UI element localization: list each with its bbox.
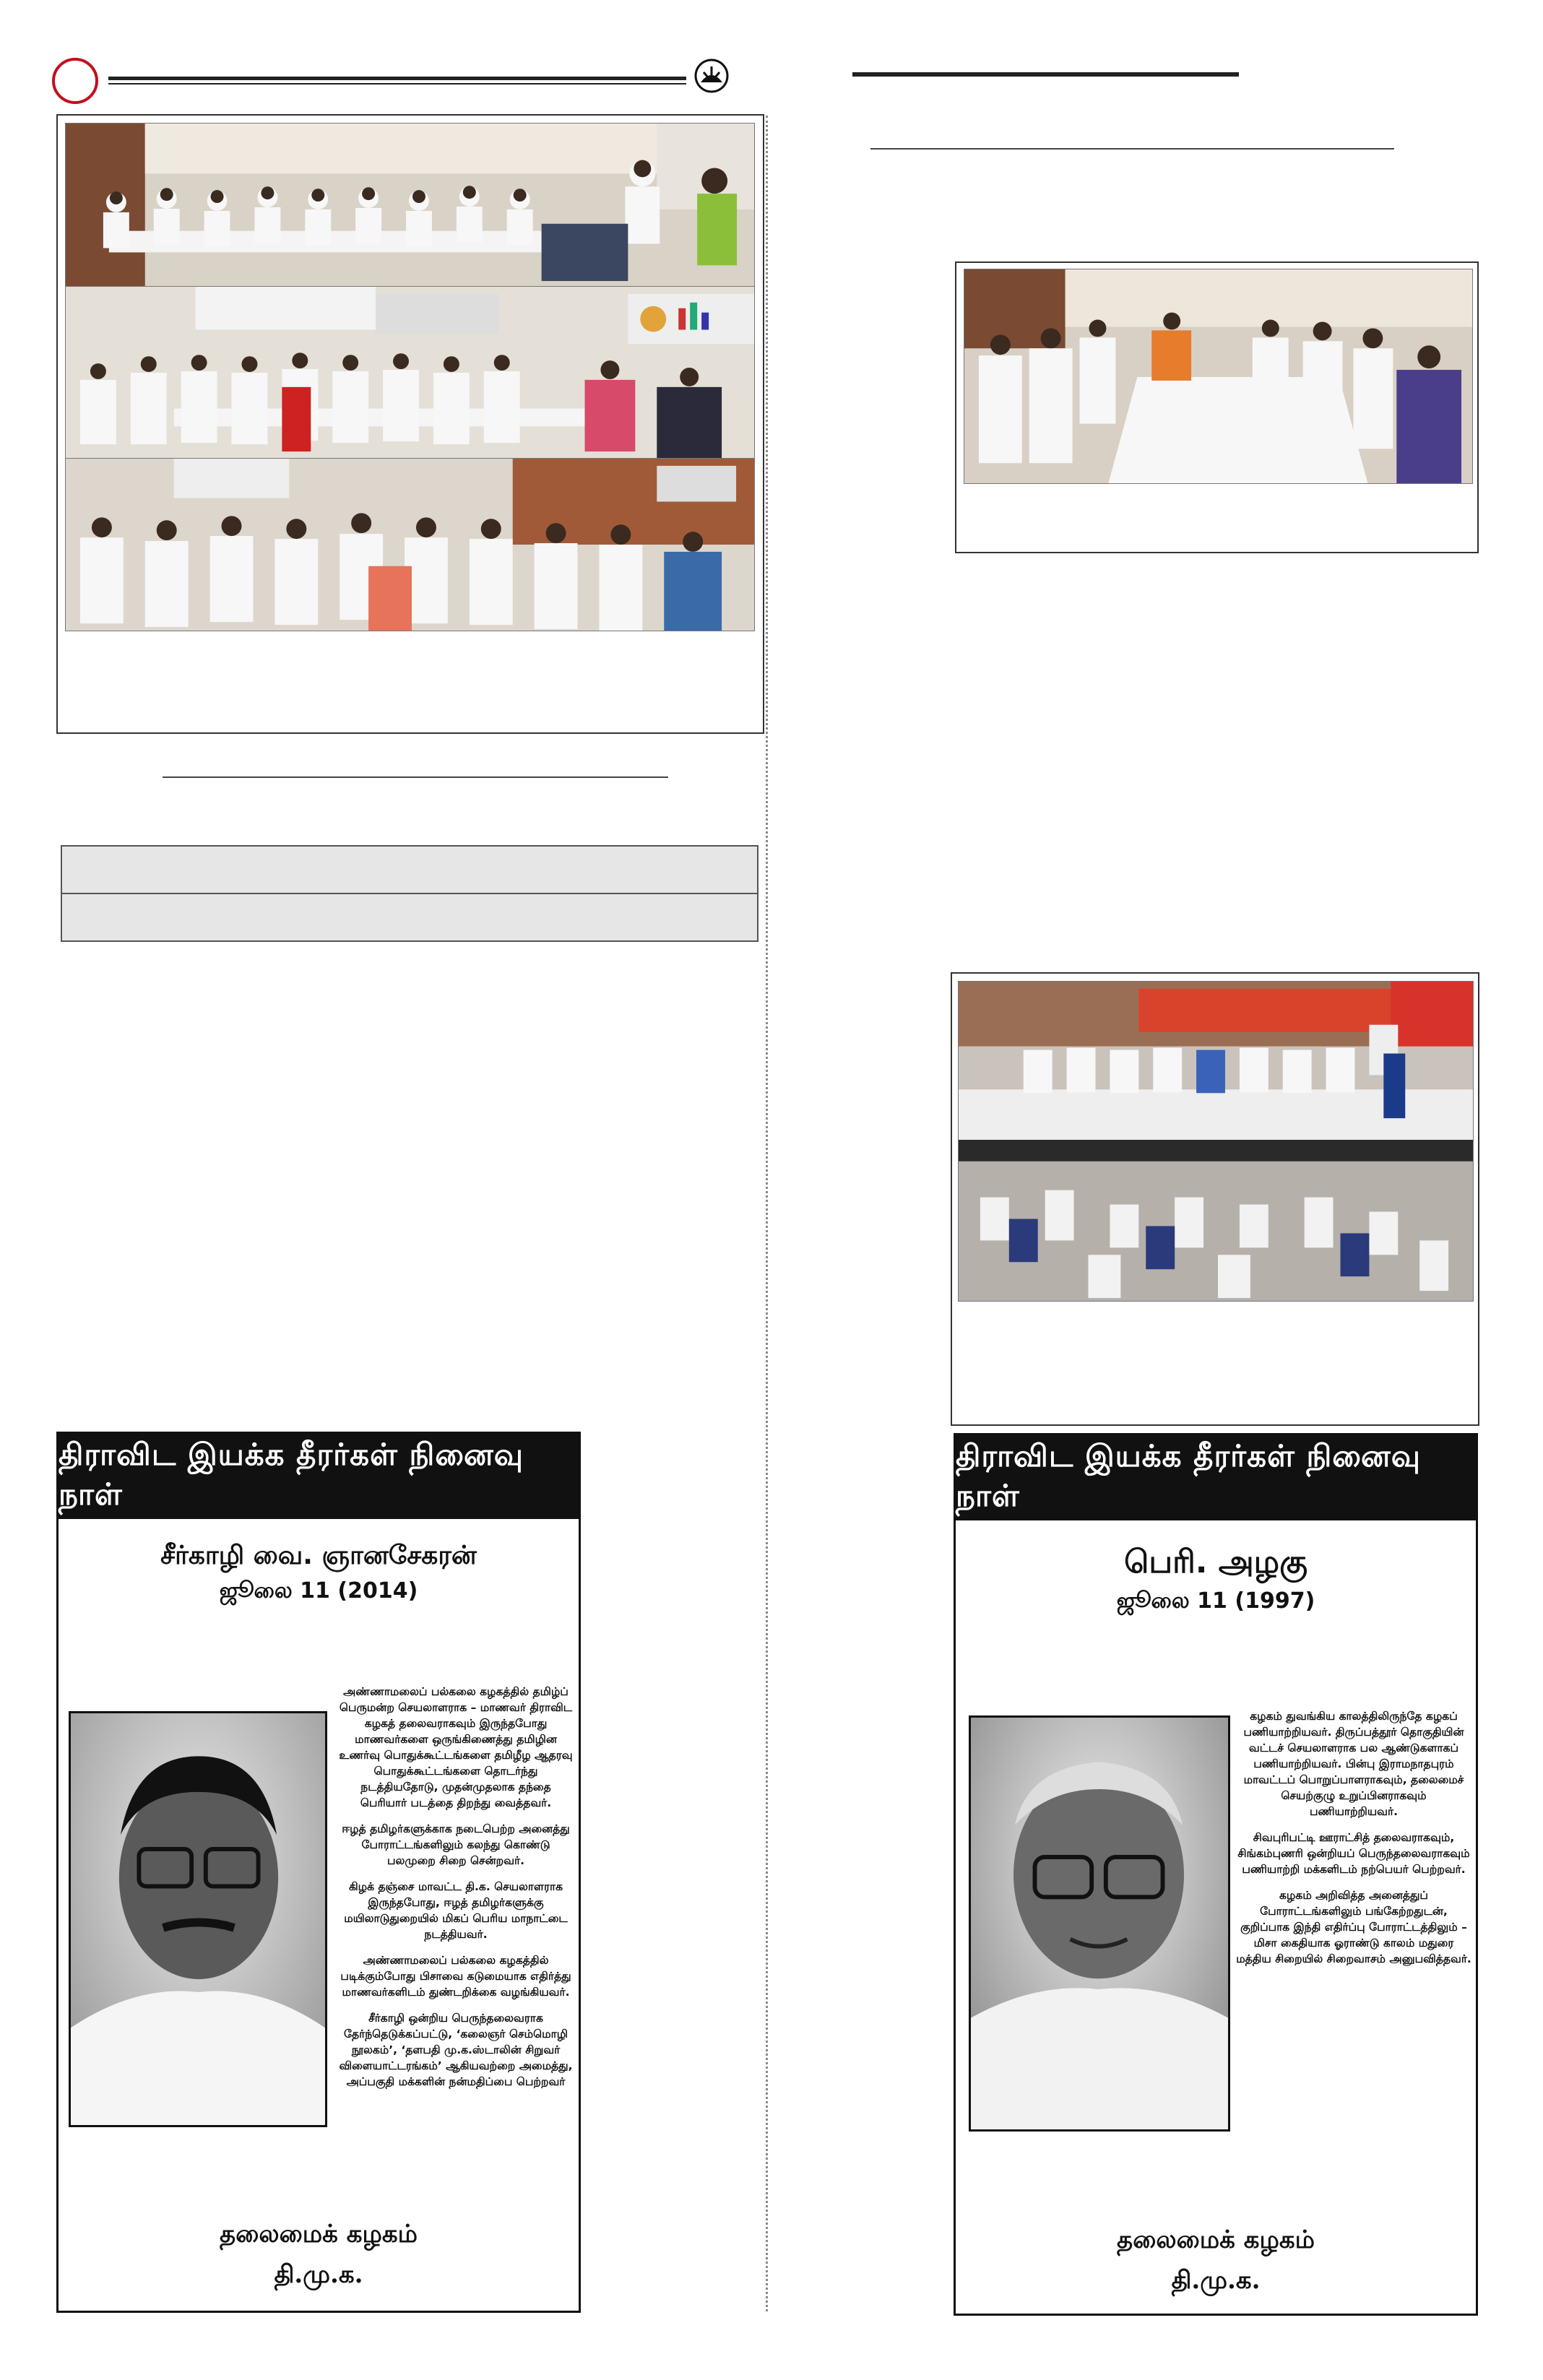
memorial-heading: திராவிட இயக்க தீரர்கள் நினைவு நாள்: [956, 1435, 1476, 1520]
memorial-name: சீர்காழி வை. ஞானசேகரன்: [160, 1541, 477, 1570]
memorial-box-1: [56, 1432, 581, 2313]
memorial-date: ஜூலை 11 (1997): [1116, 1588, 1315, 1614]
header-rule-left: [108, 77, 686, 80]
memorial-footer-line2: தி.மு.க.: [274, 2260, 363, 2289]
discussion-photo: [964, 269, 1473, 484]
meeting-photo-1: [65, 123, 755, 287]
logo-circle-icon: [52, 58, 98, 104]
header-rule-left-thin: [108, 83, 686, 85]
memorial-footer: [59, 2214, 579, 2295]
table-bar-2: [61, 893, 758, 942]
memorial-paragraph: சீர்காழி ஒன்றிய பெருந்தலைவராக தேர்ந்தெடுக்கப்பட்டு, ‘கலைஞர் செம்மொழி நூலகம்’, ‘தளபதி மு.க.ஸ்டாலின் சிறுவர் விளையாட்டரங்கம்’ ஆகியவற்றை அமைத்து, அப்பகுதி மக்களின் நன்மதிப்பை பெற்றவர்: [339, 2012, 573, 2088]
rising-sun-icon: [693, 58, 730, 94]
memorial-name: பெரி. அழகு: [1124, 1544, 1308, 1580]
memorial-heading: திராவிட இயக்க தீரர்கள் நினைவு நாள்: [59, 1434, 579, 1519]
meeting-photo-3: [65, 458, 755, 631]
memorial-text: [339, 1684, 573, 2100]
memorial-footer-line1: தலைமைக் கழகம்: [1117, 2225, 1315, 2254]
right-subhead-rule: [870, 148, 1394, 150]
memorial-paragraph: ஈழத் தமிழர்களுக்காக நடைபெற்ற அனைத்து போராட்டங்களிலும் கலந்து கொண்டு பலமுறை சிறை சென்றவர்.: [342, 1822, 570, 1867]
memorial-paragraph: சிவபுரிபட்டி ஊராட்சித் தலைவராகவும், சிங்கம்புணரி ஒன்றியப் பெருந்தலைவராகவும் பணியாற்றி மக்களிடம் நற்பெயர் பெற்றவர்.: [1237, 1831, 1470, 1876]
photo-frame-meeting: [56, 114, 764, 734]
public-meeting-photo: [958, 981, 1474, 1302]
memorial-portrait: [69, 1711, 327, 2127]
memorial-footer-line1: தலைமைக் கழகம்: [220, 2220, 418, 2249]
memorial-date: ஜூலை 11 (2014): [219, 1578, 418, 1604]
memorial-text: [1236, 1708, 1471, 1977]
memorial-portrait: [969, 1715, 1230, 2132]
memorial-footer-line2: தி.மு.க.: [1171, 2266, 1261, 2295]
memorial-paragraph: கிழக் தஞ்சை மாவட்ட தி.க. செயலாளராக இருந்தபோது, ஈழத் தமிழர்களுக்கு மயிலாடுதுறையில் மிகப் பெரிய மாநாட்டை நடத்தியவர்.: [344, 1880, 568, 1941]
memorial-paragraph: கழகம் அறிவித்த அனைத்துப் போராட்டங்களிலும் பங்கேற்றதுடன், குறிப்பாக இந்தி எதிர்ப்பு போராட்டத்திலும் – மிசா கைதியாக ஓராண்டு காலம் மதுரை மத்திய சிறையில் சிறைவாசம் அனுபவித்தவர்.: [1236, 1889, 1471, 1965]
memorial-paragraph: அண்ணாமலைப் பல்கலை கழகத்தில் படிக்கும்போது பிசாவை கடுமையாக எதிர்த்து மாணவர்களிடம் துண்டறிக்கை வழங்கியவர்.: [340, 1954, 571, 1999]
left-section-rule: [163, 776, 668, 778]
header-rule-right: [852, 72, 1239, 77]
meeting-photo-2: [65, 286, 755, 459]
memorial-paragraph: அண்ணாமலைப் பல்கலை கழகத்தில் தமிழ்ப் பெருமன்ற செயலாளராக – மாணவர் திராவிட கழகத் தலைவராகவும் இருந்தபோது மாணவர்களை ஒருங்கிணைத்து தமிழின உணர்வு பொதுக்கூட்டங்களை தமிழீழ ஆதரவு பொதுக்கூட்டங்களை தொடர்ந்து நடத்தியதோடு, முதன்முதலாக தந்தை பெரியார் படத்தை திறந்து வைத்தவர்.: [339, 1685, 573, 1809]
memorial-box-2: [954, 1433, 1478, 2316]
photo-frame-discussion: [955, 261, 1479, 553]
memorial-paragraph: கழகம் துவங்கிய காலத்திலிருந்தே கழகப் பணியாற்றியவர். திருப்பத்தூர் தொகுதியின் வட்டச் செயலாளராக பல ஆண்டுகளாகப் பணியாற்றியவர். பின்பு இராமநாதபுரம் மாவட்டப் பொறுப்பாளராகவும், தலைமைச் செயற்குழு உறுப்பினராகவும் பணியாற்றியவர்.: [1243, 1710, 1464, 1818]
photo-frame-public-meeting: [951, 972, 1479, 1426]
column-divider: [766, 116, 768, 2311]
table-bar-1: [61, 845, 758, 894]
memorial-footer: [956, 2220, 1476, 2301]
